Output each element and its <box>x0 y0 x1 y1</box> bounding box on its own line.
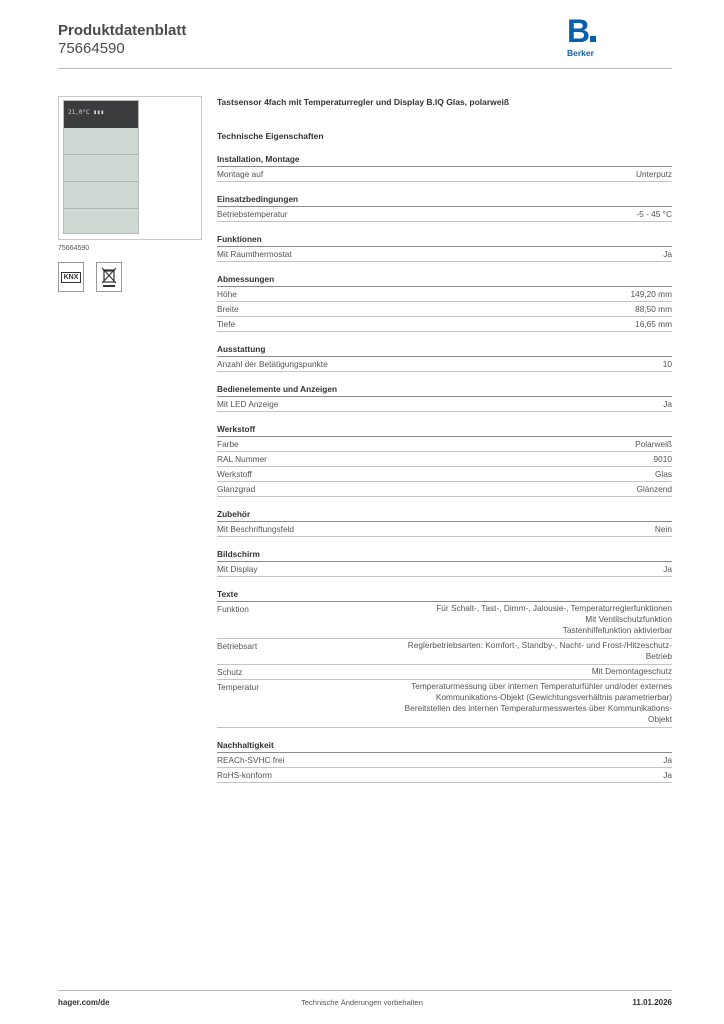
property-value: Ja <box>663 564 672 574</box>
property-row <box>217 679 672 728</box>
property-label: REACh-SVHC frei <box>217 755 285 765</box>
property-row <box>217 206 672 222</box>
property-value: Ja <box>663 399 672 409</box>
weee-crossed-bin-icon <box>96 262 122 292</box>
property-label: Funktion <box>217 604 249 614</box>
property-label: Temperatur <box>217 682 259 692</box>
property-label: Mit LED Anzeige <box>217 399 279 409</box>
property-value: Unterputz <box>636 169 672 179</box>
property-row <box>217 664 672 679</box>
properties-heading: Technische Eigenschaften <box>217 131 324 141</box>
section-heading: Funktionen <box>217 234 262 244</box>
section-heading: Texte <box>217 589 239 599</box>
property-label: Glanzgrad <box>217 484 256 494</box>
footer-date: 11.01.2026 <box>632 998 672 1007</box>
property-value-line: Mit Demontageschutz <box>591 666 672 676</box>
logo-mark <box>567 13 607 49</box>
property-section <box>217 424 672 497</box>
header-divider <box>58 68 672 69</box>
document-number: 75664590 <box>58 40 125 57</box>
footer-website: hager.com/de <box>58 998 110 1007</box>
property-row <box>217 481 672 497</box>
property-value: Ja <box>663 770 672 780</box>
property-row <box>217 396 672 412</box>
property-section <box>217 274 672 332</box>
property-label: Betriebsart <box>217 641 258 651</box>
property-row <box>217 436 672 451</box>
property-section <box>217 384 672 412</box>
property-value <box>405 680 672 727</box>
property-label: Montage auf <box>217 169 264 179</box>
property-label: Mit Beschriftungsfeld <box>217 524 295 534</box>
section-heading: Abmessungen <box>217 274 275 284</box>
knx-label: KNX <box>61 272 82 283</box>
section-heading: Werkstoff <box>217 424 256 434</box>
property-label: Breite <box>217 304 239 314</box>
property-row <box>217 638 672 664</box>
logo-dot <box>590 36 596 42</box>
property-row <box>217 166 672 182</box>
section-heading: Ausstattung <box>217 344 266 354</box>
knx-certification-icon <box>58 262 84 292</box>
property-row <box>217 286 672 301</box>
property-label: Werkstoff <box>217 469 252 479</box>
property-value: 149,20 mm <box>630 289 672 299</box>
property-section <box>217 194 672 222</box>
property-value-line: Betrieb <box>645 651 672 661</box>
device-illustration <box>63 100 139 234</box>
technical-data <box>217 96 672 783</box>
property-value-line: Objekt <box>648 714 672 724</box>
property-label: Mit Raumthermostat <box>217 249 292 259</box>
property-value-line: Kommunikations-Objekt (Gewichtungsverhältnis parametrierbar) <box>435 692 672 702</box>
property-value <box>592 665 672 679</box>
property-value-line: Mit Ventilschutzfunktion <box>585 614 672 624</box>
section-heading: Einsatzbedingungen <box>217 194 299 204</box>
property-section <box>217 509 672 537</box>
property-label: Farbe <box>217 439 239 449</box>
property-value-line: Bereitstellen des internen Temperaturmesswertes über Kommunikations- <box>404 703 672 713</box>
device-display-text: 21,0°C ▮▮▮ <box>68 109 105 116</box>
property-value: 9010 <box>653 454 672 464</box>
property-value: 10 <box>662 359 672 369</box>
document-header <box>58 22 186 58</box>
property-value <box>408 639 672 664</box>
logo-text: Berker <box>567 48 594 58</box>
property-row <box>217 561 672 577</box>
product-image-code: 75664590 <box>58 245 90 252</box>
property-section <box>217 344 672 372</box>
property-value: Nein <box>654 524 672 534</box>
device-display <box>64 101 138 128</box>
product-title: Tastsensor 4fach mit Temperaturregler und Display B.IQ Glas, polarweiß <box>217 97 510 107</box>
property-row <box>217 601 672 638</box>
section-heading: Installation, Montage <box>217 154 300 164</box>
property-row <box>217 767 672 783</box>
property-value <box>436 602 672 638</box>
property-row <box>217 451 672 466</box>
property-label: Schutz <box>217 667 243 677</box>
property-row <box>217 466 672 481</box>
property-value-line: Für Schalt-, Tast-, Dimm-, Jalousie-, Temperaturreglerfunktionen <box>436 603 672 613</box>
property-row <box>217 246 672 262</box>
property-section <box>217 154 672 182</box>
footer-disclaimer: Technische Änderungen vorbehalten <box>301 998 423 1007</box>
property-section <box>217 549 672 577</box>
property-label: Mit Display <box>217 564 258 574</box>
property-label: Höhe <box>217 289 237 299</box>
property-label: Tiefe <box>217 319 236 329</box>
property-value: 88,50 mm <box>635 304 672 314</box>
property-row <box>217 356 672 372</box>
property-value: Polarweiß <box>635 439 672 449</box>
property-row <box>217 316 672 332</box>
property-value-line: Tastenhilfefunktion aktivierbar <box>562 625 672 635</box>
property-label: Betriebstemperatur <box>217 209 288 219</box>
section-heading: Zubehör <box>217 509 251 519</box>
property-value: Glas <box>654 469 672 479</box>
property-section <box>217 740 672 783</box>
property-label: RAL Nummer <box>217 454 267 464</box>
footer-divider <box>58 990 672 991</box>
property-value: -5 - 45 °C <box>636 209 672 219</box>
property-value: Glänzend <box>636 484 672 494</box>
button-divider <box>64 208 138 209</box>
logo-letter: B <box>567 13 590 49</box>
property-value: 16,65 mm <box>635 319 672 329</box>
property-row <box>217 752 672 767</box>
section-heading: Bildschirm <box>217 549 260 559</box>
section-heading: Bedienelemente und Anzeigen <box>217 384 338 394</box>
property-value: Ja <box>663 755 672 765</box>
button-divider <box>64 154 138 155</box>
property-value-line: Temperaturmessung über internen Temperaturfühler und/oder externes <box>411 681 672 691</box>
property-sections <box>217 154 672 783</box>
section-heading: Nachhaltigkeit <box>217 740 274 750</box>
button-divider <box>64 181 138 182</box>
property-section <box>217 234 672 262</box>
property-section <box>217 589 672 728</box>
property-value-line: Reglerbetriebsarten: Komfort-, Standby-, Nacht- und Frost-/Hitzeschutz- <box>407 640 672 650</box>
property-value: Ja <box>663 249 672 259</box>
property-row <box>217 521 672 537</box>
property-label: Anzahl der Betätigungspunkte <box>217 359 328 369</box>
product-image <box>58 96 202 240</box>
property-label: RoHS-konform <box>217 770 272 780</box>
document-title: Produktdatenblatt <box>58 22 187 39</box>
berker-logo <box>567 13 607 58</box>
property-row <box>217 301 672 316</box>
